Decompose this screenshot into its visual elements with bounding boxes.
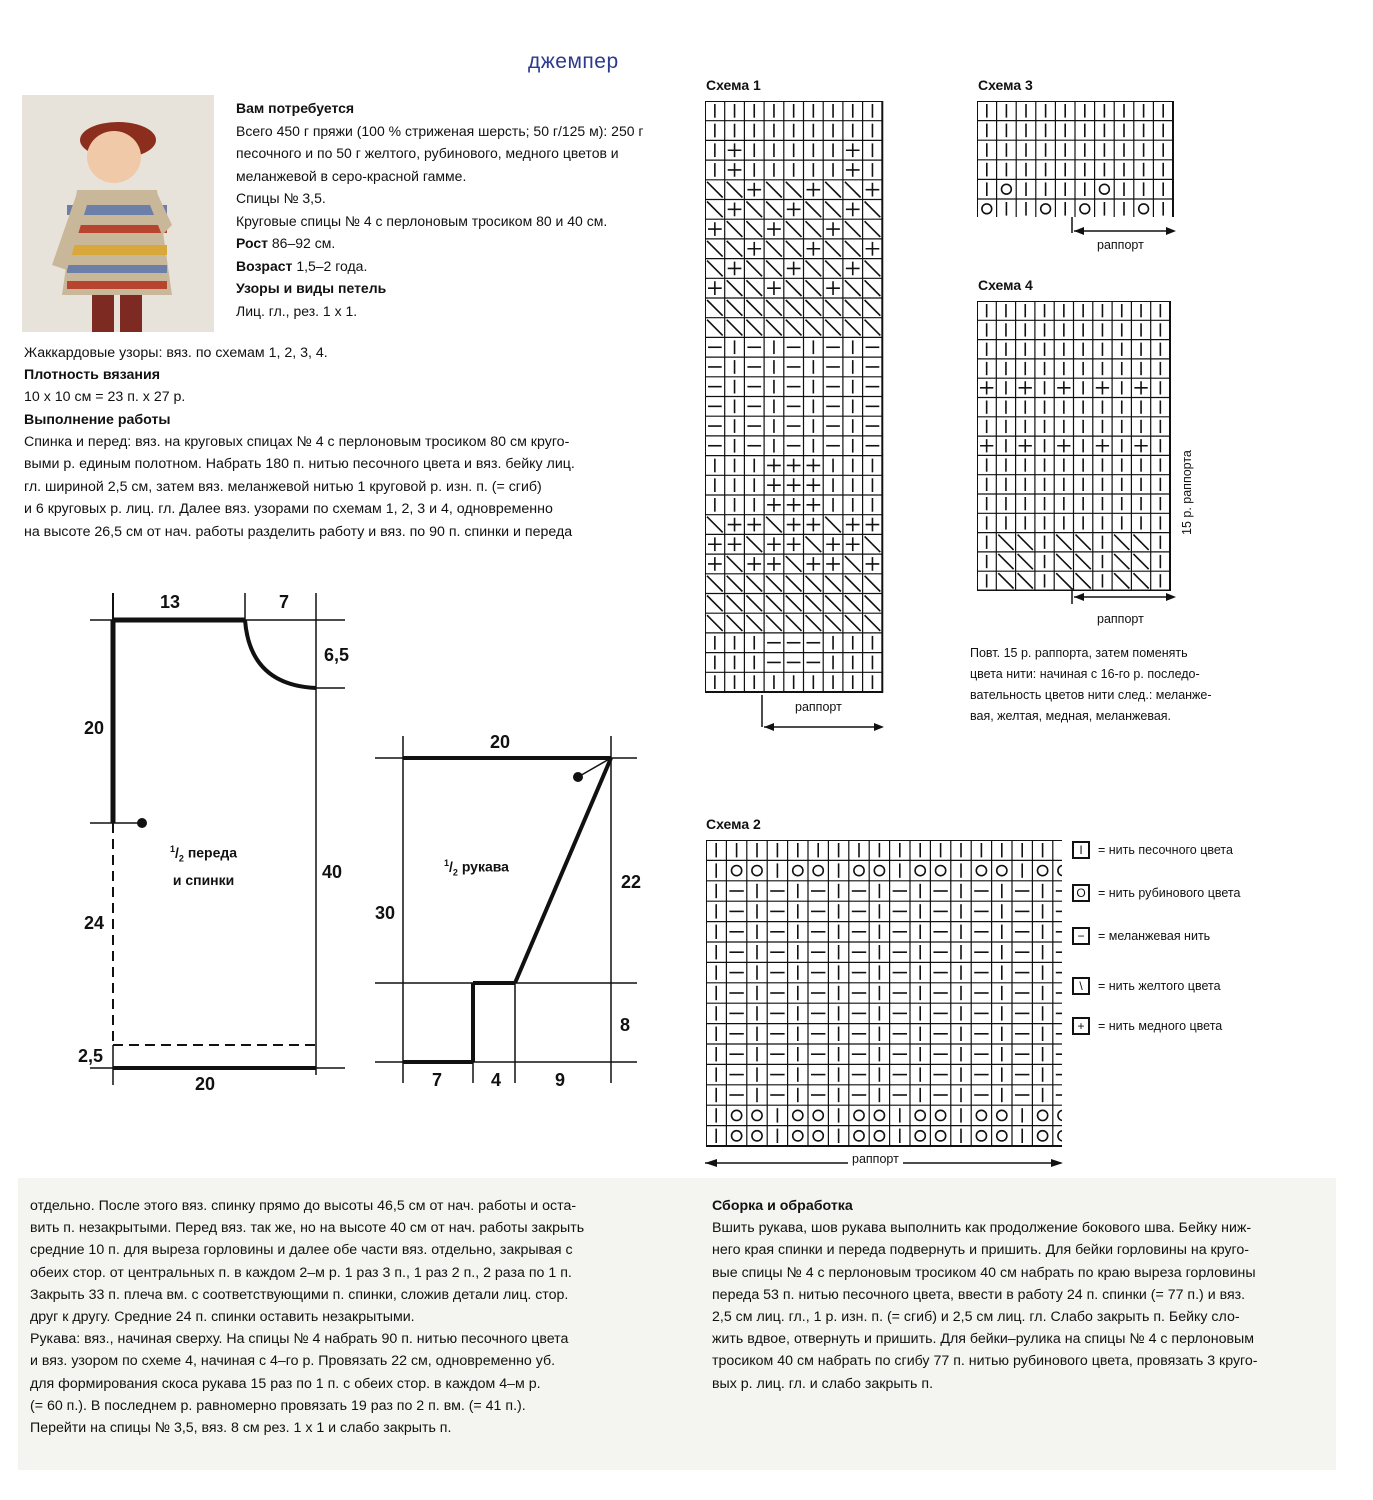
schema4-rows-label: 15 р. раппорта (1180, 450, 1194, 535)
dim-body-upper: 20 (84, 718, 105, 738)
materials-circular: Круговые спицы № 4 с перлоновым тросиком 80 и 40 см. (236, 212, 608, 229)
dim-body-top-right: 7 (279, 592, 290, 612)
legend-text: = нить желтого цвета (1098, 979, 1221, 993)
legend-sand (1072, 841, 1233, 859)
work-line: на высоте 26,5 см от нач. работы разделить работу и вяз. по 90 п. спинки и переда (24, 523, 573, 540)
materials-yarn: Всего 450 г пряжи (100 % стриженая шерсть; 50 г/125 м): 250 г песочного и по 50 г желтого, рубинового, медного цветов и меланжевой в серо-красной гамме. (236, 122, 644, 184)
dim-body-lower: 24 (84, 913, 105, 933)
work-line: гл. шириной 2,5 см, затем вяз. меланжевой нитью 1 круговой р. изн. п. (= сгиб) (24, 478, 542, 495)
continuation-line: и вяз. узором по схеме 4, начиная с 4–го р. Провязать 22 см, одновременно уб. (30, 1353, 556, 1370)
legend-yellow (1072, 977, 1221, 995)
schema3-title: Схема 3 (978, 77, 1033, 93)
continuation-line: для формирования скоса рукава 15 раз по 1 п. с обеих стор. в каждом 4–м р. (30, 1375, 541, 1392)
density-heading: Плотность вязания (24, 367, 160, 383)
dim-sleeve-cuff: 8 (620, 1015, 631, 1035)
continuation-line: Рукава: вяз., начиная сверху. На спицы № 4 набрать 90 п. нитью песочного цвета (30, 1331, 569, 1348)
schema2-title: Схема 2 (706, 816, 761, 832)
materials-height: Рост 86–92 см. (236, 235, 336, 251)
materials-block (236, 97, 676, 322)
assembly-line: жить вдвое, отвернуть и пришить. Для бейки–рулика на спицы № 4 с перлоновым (712, 1331, 1254, 1348)
work-line: и 6 круговых р. лиц. гл. Далее вяз. узорами по схемам 1, 2, 3 и 4, одновременно (24, 501, 553, 518)
dim-sleeve-slope: 22 (621, 872, 642, 892)
work-line: выми р. единым полотном. Набрать 180 п. нитью песочного цвета и вяз. бейку лиц. (24, 456, 575, 473)
continuation-line: вить п. незакрытыми. Перед вяз. так же, но на высоте 40 см от нач. работы закрыть (30, 1220, 585, 1237)
legend-text: = нить рубинового цвета (1098, 886, 1241, 900)
continuation-line: Закрыть 33 п. плеча вм. с соответствующими п. спинки, сложив детали лиц. стор. (30, 1286, 569, 1303)
legend-symbol: + (1072, 1017, 1090, 1035)
dim-sleeve-top: 20 (490, 732, 511, 752)
continuation-text (30, 1195, 680, 1439)
continuation-line: обеих стор. от центральных п. в каждом 2–м р. 1 раз 3 п., 1 раз 2 п., 2 раза по 1 п. (30, 1264, 572, 1281)
dim-sleeve-b2: 4 (491, 1070, 502, 1090)
assembly-block (712, 1195, 1337, 1395)
dim-sleeve-b1: 7 (432, 1070, 443, 1090)
dim-body-bottom: 20 (195, 1074, 216, 1094)
schema2-grid (706, 840, 1062, 1148)
continuation-line: друг к другу. Средние 24 п. спинки оставить незакрытыми. (30, 1309, 415, 1326)
schema1-grid (705, 101, 885, 693)
work-text (24, 431, 674, 543)
legend-text: = нить медного цвета (1098, 1019, 1223, 1033)
schema3-grid (977, 101, 1175, 217)
dim-sleeve-height: 30 (375, 903, 396, 923)
schema2-repeat-label: раппорт (848, 1152, 903, 1166)
dim-sleeve-b3: 9 (555, 1070, 566, 1090)
work-heading: Выполнение работы (24, 412, 171, 428)
materials-age: Возраст 1,5–2 года. (236, 257, 368, 274)
page-title: джемпер (528, 50, 619, 73)
legend-copper (1072, 1017, 1222, 1035)
continuation-line: отдельно. После этого вяз. спинку прямо до высоты 46,5 см от нач. работы и оста- (30, 1198, 577, 1214)
assembly-line: вых р. лиц. гл. и слабо закрыть п. (712, 1375, 934, 1392)
schema3-repeat-arrow (1070, 217, 1180, 237)
body-pattern-label: $^1/_2$ переда и спинки (170, 838, 237, 891)
continuation-line: средние 10 п. для выреза горловины и далее обе части вяз. отдельно, закрывая с (30, 1242, 573, 1259)
legend-symbol: I (1072, 841, 1090, 859)
continuation-line: Перейти на спицы № 3,5, вяз. 8 см рез. 1 х 1 и слабо закрыть п. (30, 1420, 452, 1437)
body-label-main: переда (187, 844, 238, 861)
materials-heading: Вам потребуется (236, 100, 355, 116)
legend-symbol: O (1072, 884, 1090, 902)
legend-symbol: \ (1072, 977, 1090, 995)
assembly-heading: Сборка и обработка (712, 1198, 853, 1214)
schema1-title: Схема 1 (706, 77, 761, 93)
sleeve-label-main: рукава (461, 858, 509, 875)
work-line: Спинка и перед: вяз. на круговых спицах № 4 с перлоновым тросиком 80 см круго- (24, 434, 570, 450)
assembly-line: вые спицы № 4 с перлоновым тросиком 40 см набрать по краю выреза горловины (712, 1264, 1256, 1281)
legend-text: = меланжевая нить (1098, 929, 1211, 943)
child-photo (22, 95, 214, 332)
materials-needles: Спицы № 3,5. (236, 190, 326, 206)
patterns-text: Лиц. гл., рез. 1 х 1. (236, 302, 358, 319)
sleeve-pattern-diagram (375, 728, 640, 1093)
assembly-line: Вшить рукава, шов рукава выполнить как продолжение бокового шва. Бейку ниж- (712, 1220, 1252, 1237)
dim-body-side: 40 (322, 862, 343, 882)
continuation-line: (= 60 п.). В последнем р. равномерно провязать 19 раз по 2 п. вм. (= 41 п.). (30, 1397, 526, 1414)
legend-ruby (1072, 884, 1240, 902)
schema4-repeat-label: раппорт (1097, 612, 1144, 626)
density-text: 10 х 10 см = 23 п. х 27 р. (24, 389, 186, 405)
assembly-line: 2,5 см лиц. гл., 1 р. изн. п. (= сгиб) и 2,5 см лиц. гл. Слабо закрыть п. Бейку сло- (712, 1309, 1240, 1326)
body-label-sub: и спинки (172, 872, 235, 889)
dim-body-band: 2,5 (78, 1046, 104, 1066)
legend-text: = нить песочного цвета (1098, 843, 1233, 857)
sleeve-pattern-label: $^1/_2$ рукава (444, 858, 509, 878)
color-change-note: Повт. 15 р. раппорта, затем поменять цвета нити: начиная с 16-го р. последо- вательность цветов нити след.: меланже- вая, желтая, медная, меланжевая. (970, 646, 1212, 723)
jacquard-text: Жаккардовые узоры: вяз. по схемам 1, 2, 3, 4. (24, 345, 328, 361)
dim-body-neck: 6,5 (324, 645, 350, 665)
patterns-heading: Узоры и виды петель (236, 280, 387, 296)
schema4-title: Схема 4 (978, 277, 1033, 293)
dim-body-top-left: 13 (160, 592, 181, 612)
assembly-line: тросиком 40 см набрать по сгибу 77 п. нитью рубинового цвета, провязать 3 круго- (712, 1353, 1258, 1370)
schema4-repeat-arrow (1070, 588, 1180, 608)
assembly-line: переда 53 п. нитью песочного цвета, ввести в работу 24 п. спинки (= 77 п.) и вяз. (712, 1286, 1246, 1303)
legend-symbol: − (1072, 927, 1090, 945)
schema4-grid (977, 301, 1175, 591)
schema1-repeat-label: раппорт (795, 700, 842, 714)
schema3-repeat-label: раппорт (1097, 238, 1144, 252)
assembly-line: него края спинки и переда подвернуть и пришить. Для бейки горловины на круго- (712, 1242, 1250, 1259)
legend-melange (1072, 927, 1210, 945)
